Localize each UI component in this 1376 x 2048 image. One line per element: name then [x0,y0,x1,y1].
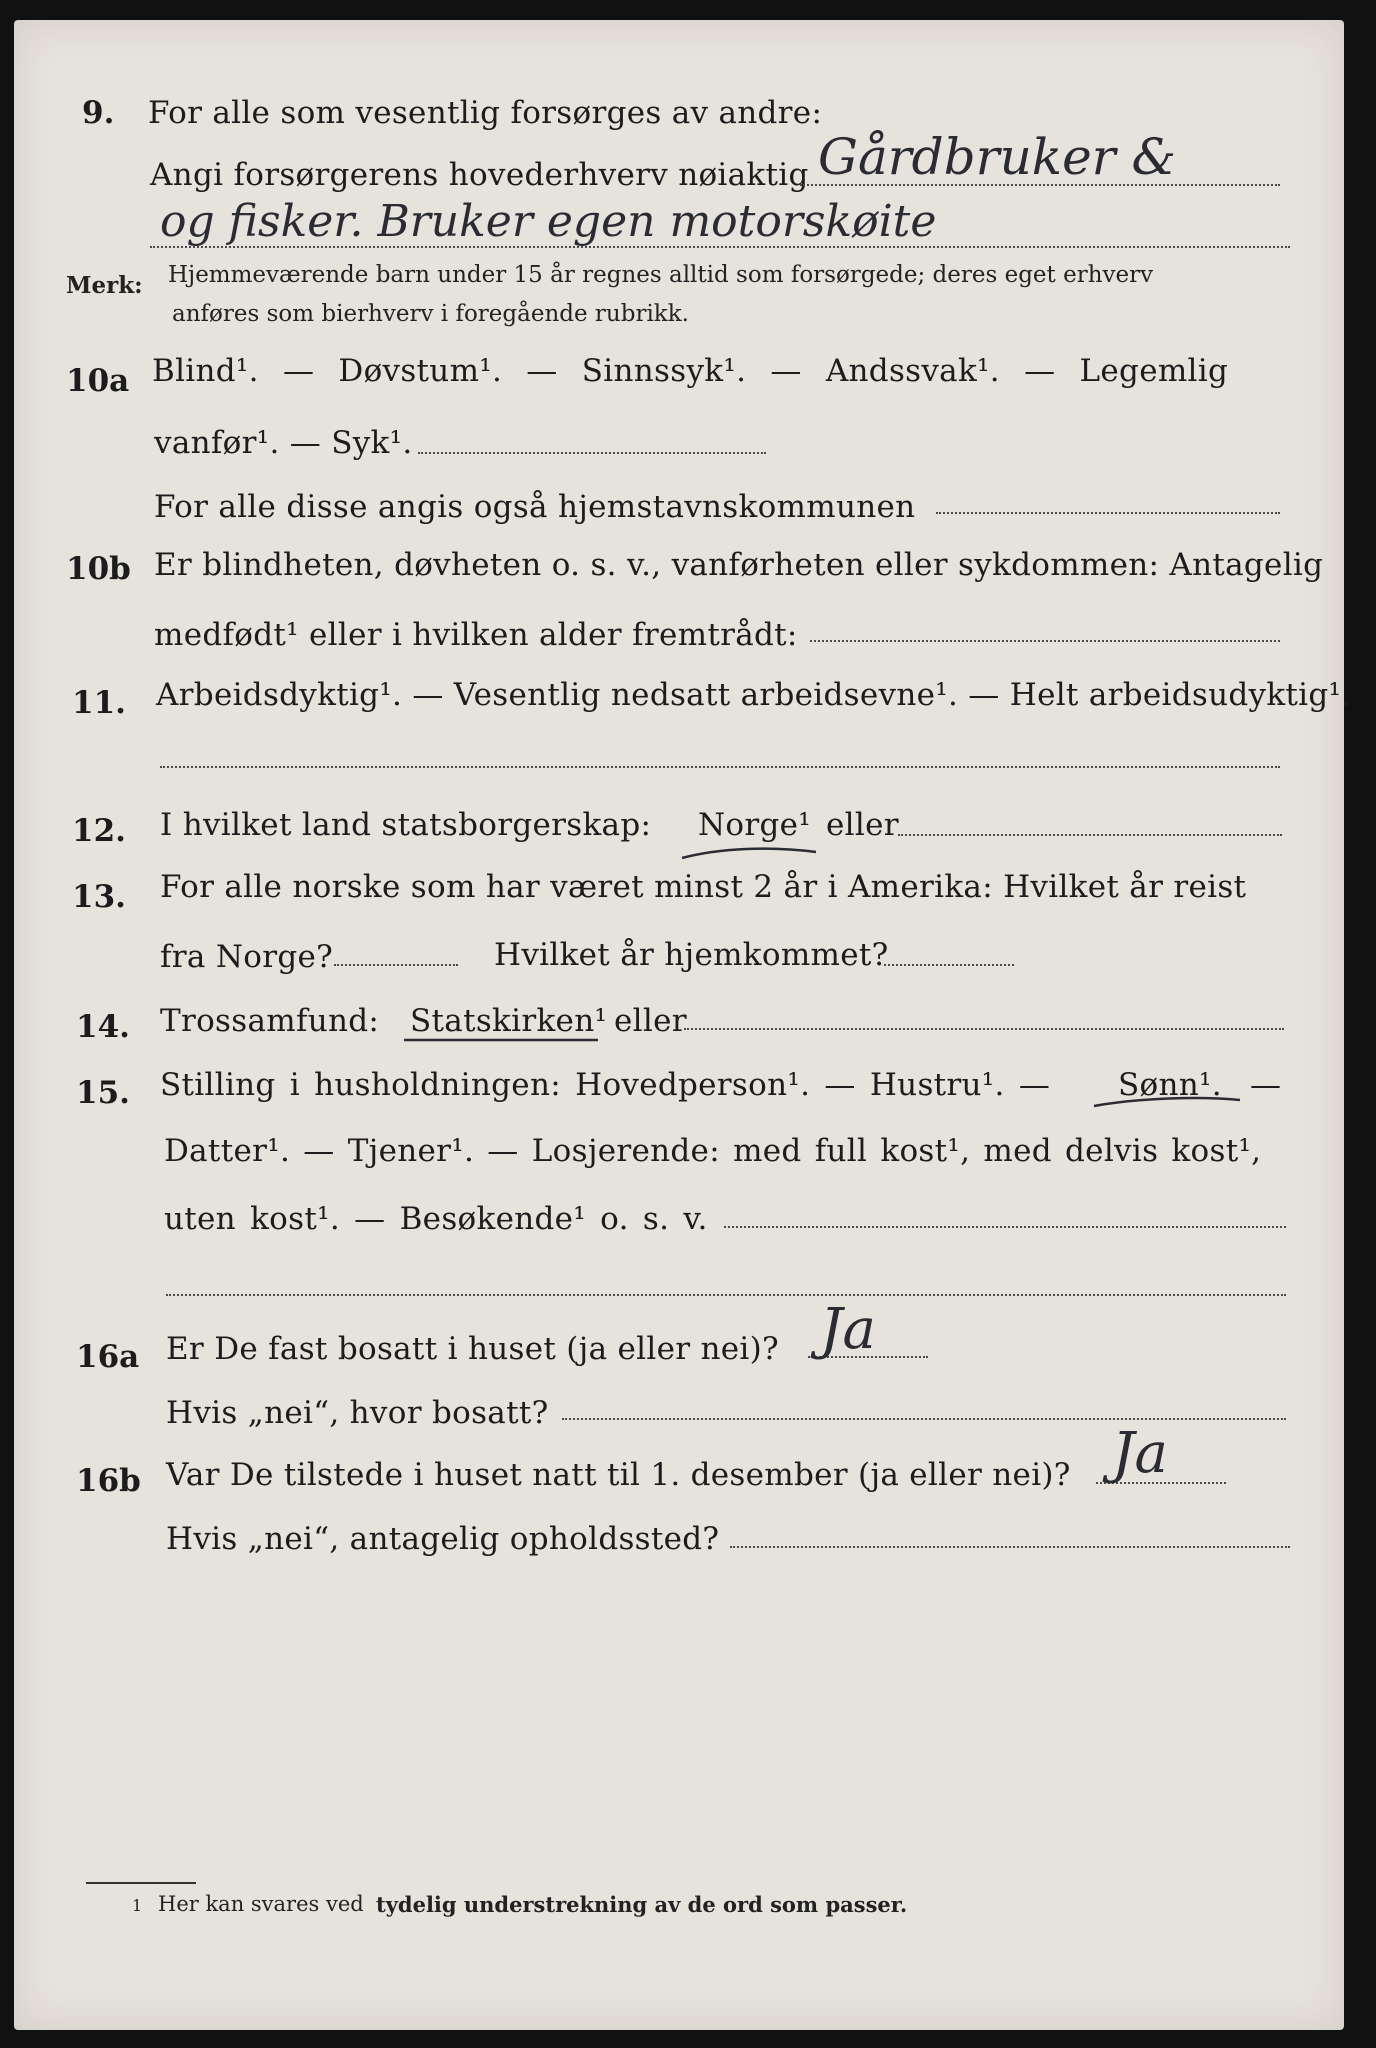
q13-line2b: Hvilket år hjemkommet? [494,937,889,973]
q14-line1c: eller [614,1003,687,1039]
q11-line1: Arbeidsdyktig¹. — Vesentlig nedsatt arbeidsevne¹. — Helt arbeidsudyktig¹. [156,677,1352,713]
q10a-number: 10a [66,363,130,399]
q12-line1c: eller [826,807,899,843]
q14-answer-line [684,1028,1284,1030]
q16b-number: 16b [76,1463,141,1499]
q16a-line2: Hvis „nei“, hvor bosatt? [166,1395,549,1431]
q12-answer-line [898,834,1282,836]
q11-number: 11. [72,685,126,721]
q16b-line1: Var De tilstede i huset natt til 1. desember (ja eller nei)? [166,1457,1071,1493]
footnote-text-b: tydelig understrekning av de ord som passer. [376,1892,908,1917]
q10a-answer-line [418,452,766,454]
q13-line1: For alle norske som har været minst 2 år i Amerika: Hvilket år reist [160,869,1247,905]
q9-handwritten-occupation-2: og fisker. Bruker egen motorskøite [160,196,937,247]
footnote-mark: 1 [132,1896,143,1915]
q14-number: 14. [76,1009,130,1045]
q14-line1a: Trossamfund: [160,1003,380,1039]
q15-answer-line-2 [166,1294,1286,1296]
q15-line2: Datter¹. — Tjener¹. — Losjerende: med full kost¹, med delvis kost¹, [164,1133,1262,1169]
q10b-line1: Er blindheten, døvheten o. s. v., vanførheten eller sykdommen: Antagelig [154,547,1324,583]
q16a-residence-line [562,1418,1286,1420]
q14-statskirken-underline [402,1034,602,1048]
q15-option-sonn: Sønn¹. [1118,1067,1222,1103]
q13-returned-year-line [884,964,1014,966]
q10a-line2: vanfør¹. — Syk¹. [154,425,413,461]
q9-handwritten-occupation: Gårdbruker & [818,128,1176,186]
q16a-line1: Er De fast bosatt i huset (ja eller nei)? [166,1331,779,1367]
q15-sonn-underline [1090,1092,1250,1116]
q10a-line1: Blind¹. — Døvstum¹. — Sinnssyk¹. — Andssvak¹. — Legemlig [152,353,1229,389]
q11-answer-line [160,766,1280,768]
q16b-handwritten-answer: Ja [1112,1421,1168,1486]
q13-line2a: fra Norge? [160,939,334,975]
q12-number: 12. [72,813,126,849]
q15-answer-line [724,1226,1286,1228]
q14-option-statskirken: Statskirken¹ [410,1003,608,1039]
footnote-rule [86,1882,196,1884]
q10a-hometown-line [936,512,1280,514]
q9-number: 9. [82,95,115,131]
q13-number: 13. [72,879,126,915]
q16b-line2: Hvis „nei“, antagelig opholdssted? [166,1521,720,1557]
q16a-handwritten-answer: Ja [820,1297,876,1362]
q10b-number: 10b [66,551,131,587]
q10b-answer-line [810,640,1280,642]
q16a-number: 16a [76,1339,140,1375]
q12-norge-underline [680,842,820,866]
merk-line1: Hjemmeværende barn under 15 år regnes alltid som forsørgede; deres eget erhverv [168,262,1154,288]
q16b-location-line [730,1546,1290,1548]
q13-left-year-line [334,964,458,966]
q15-line1a: Stilling i husholdningen: Hovedperson¹. — Hustru¹. — [160,1067,1051,1103]
q10a-line3: For alle disse angis også hjemstavnskommunen [154,489,916,525]
q12-line1a: I hvilket land statsborgerskap: [160,807,652,843]
merk-line2: anføres som bierhverv i foregående rubrikk. [172,301,689,327]
q15-number: 15. [76,1075,130,1111]
footnote-text-a: Her kan svares ved [158,1892,364,1916]
q15-line3: uten kost¹. — Besøkende¹ o. s. v. [164,1201,708,1237]
q9-line1: For alle som vesentlig forsørges av andre: [148,95,823,131]
merk-label: Merk: [66,272,143,299]
q9-line2: Angi forsørgerens hovederhverv nøiaktig [150,157,809,193]
q10b-line2: medfødt¹ eller i hvilken alder fremtrådt: [154,617,798,653]
q12-option-norge: Norge¹ [698,807,812,843]
q15-line1c: — [1250,1067,1282,1103]
